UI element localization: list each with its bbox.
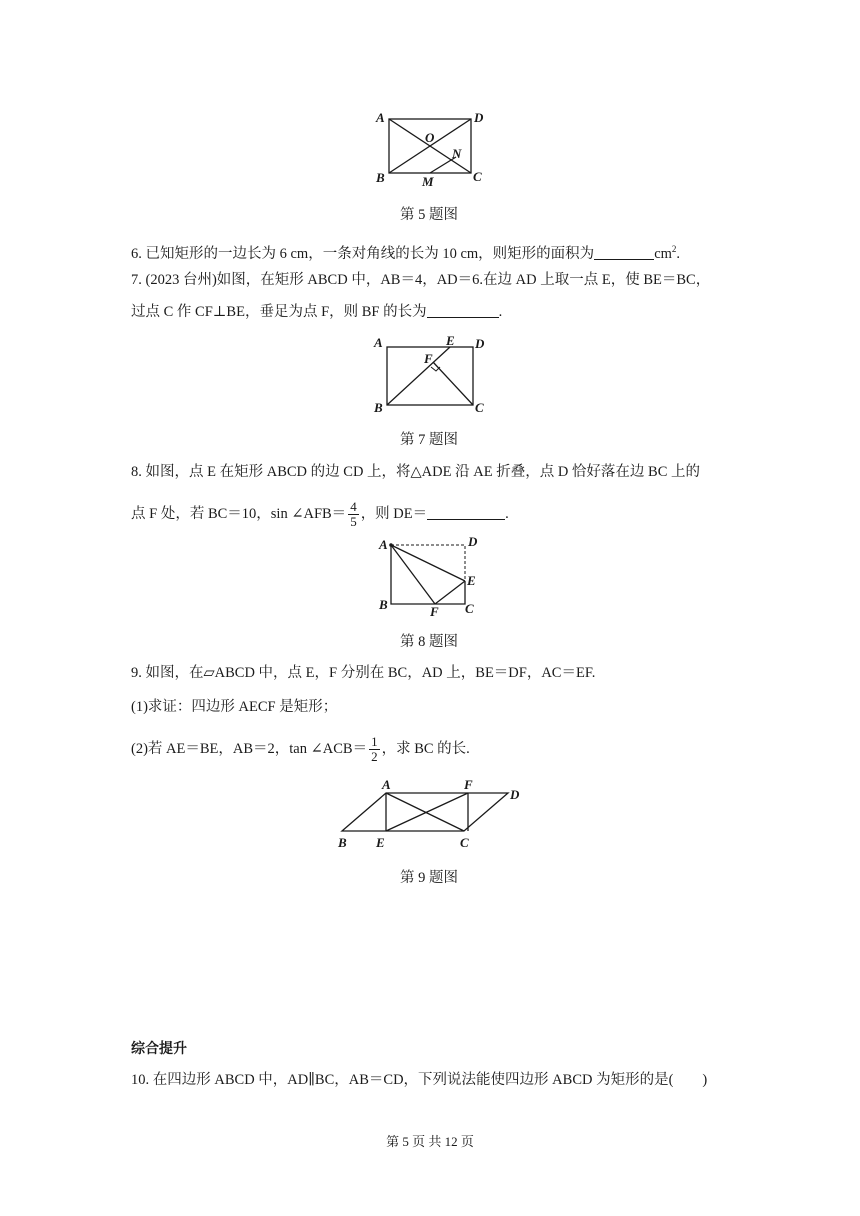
label-d: D [468, 534, 478, 549]
figure-5-diagram [370, 108, 490, 190]
label-c: C [475, 400, 484, 415]
fraction-numerator: 4 [350, 499, 357, 514]
question-7-text: 过点 C 作 CF⊥BE，垂足为点 F，则 BF 的长为 [131, 304, 427, 320]
page-footer: 第 5 页 共 12 页 [386, 1134, 474, 1149]
label-a: A [376, 110, 385, 125]
label-b: B [338, 835, 347, 850]
figure-8-diagram [370, 533, 490, 623]
question-6 [131, 239, 680, 264]
answer-blank [594, 244, 654, 260]
figure-9-diagram [330, 773, 530, 855]
label-d: D [475, 336, 485, 351]
question-6-text: 6. 已知矩形的一边长为 6 cm，一条对角线的长为 10 cm，则矩形的面积为 [131, 245, 595, 262]
question-8-text-b: ，则 DE＝ [360, 505, 428, 522]
label-e: E [467, 573, 476, 588]
answer-blank [427, 504, 505, 520]
question-8-line-2 [131, 500, 509, 529]
label-f: F [430, 604, 439, 619]
figure-8 [370, 533, 490, 623]
fraction [369, 735, 380, 764]
question-8-line-1: 8. 如图，点 E 在矩形 ABCD 的边 CD 上，将△ADE 沿 AE 折叠，点 D 恰好落在边 BC 上的 [131, 464, 701, 480]
figure-9-caption: 第 9 题图 [400, 870, 458, 886]
question-7-line-1: 7. (2023 台州)如图，在矩形 ABCD 中，AB＝4，AD＝6.在边 AD 上取一点 E，使 BE＝BC， [131, 272, 711, 288]
question-9-line-1: 9. 如图，在▱ABCD 中，点 E，F 分别在 BC，AD 上，BE＝DF，AC＝EF. [131, 665, 596, 681]
label-d: D [510, 787, 520, 802]
label-f: F [424, 351, 433, 366]
figure-7 [370, 333, 490, 418]
fraction-denominator: 2 [371, 749, 378, 764]
question-6-unit: cm [654, 245, 672, 262]
label-m: M [422, 174, 434, 189]
label-a: A [379, 537, 388, 552]
figure-7-caption: 第 7 题图 [400, 432, 458, 448]
question-8-text-a: 点 F 处，若 BC＝10，sin ∠AFB＝ [131, 505, 347, 522]
figure-7-diagram [370, 333, 490, 418]
question-9-part-2 [131, 735, 470, 764]
label-b: B [376, 170, 385, 185]
question-6-end: . [676, 245, 681, 262]
figure-8-caption: 第 8 题图 [400, 634, 458, 650]
label-b: B [374, 400, 383, 415]
label-c: C [473, 169, 482, 184]
fraction-numerator: 1 [371, 734, 378, 749]
label-d: D [474, 110, 484, 125]
question-6-unit-sup: 2 [671, 244, 677, 254]
figure-5-caption: 第 5 题图 [400, 207, 458, 223]
label-e: E [376, 835, 385, 850]
question-9-part-1: (1)求证：四边形 AECF 是矩形； [131, 699, 338, 715]
question-9-text-a: (2)若 AE＝BE，AB＝2，tan ∠ACB＝ [131, 740, 368, 757]
question-7-line-2 [131, 302, 502, 322]
label-c: C [460, 835, 469, 850]
fraction-denominator: 5 [350, 514, 357, 529]
label-c: C [465, 601, 474, 616]
question-10: 10. 在四边形 ABCD 中，AD∥BC，AB＝CD，下列说法能使四边形 ABCD 为矩形的是( ) [131, 1072, 708, 1088]
label-n: N [452, 146, 462, 161]
figure-9 [330, 773, 530, 855]
section-title: 综合提升 [131, 1041, 187, 1057]
figure-5 [370, 108, 490, 190]
label-a: A [374, 335, 383, 350]
label-e: E [446, 333, 455, 348]
question-7-end: . [498, 304, 503, 320]
label-b: B [379, 597, 388, 612]
answer-blank [427, 302, 499, 318]
label-f: F [464, 777, 473, 792]
question-8-end: . [505, 505, 509, 522]
label-a: A [382, 777, 391, 792]
fraction [348, 500, 359, 529]
label-o: O [425, 130, 435, 145]
question-9-text-b: ，求 BC 的长. [381, 740, 470, 757]
